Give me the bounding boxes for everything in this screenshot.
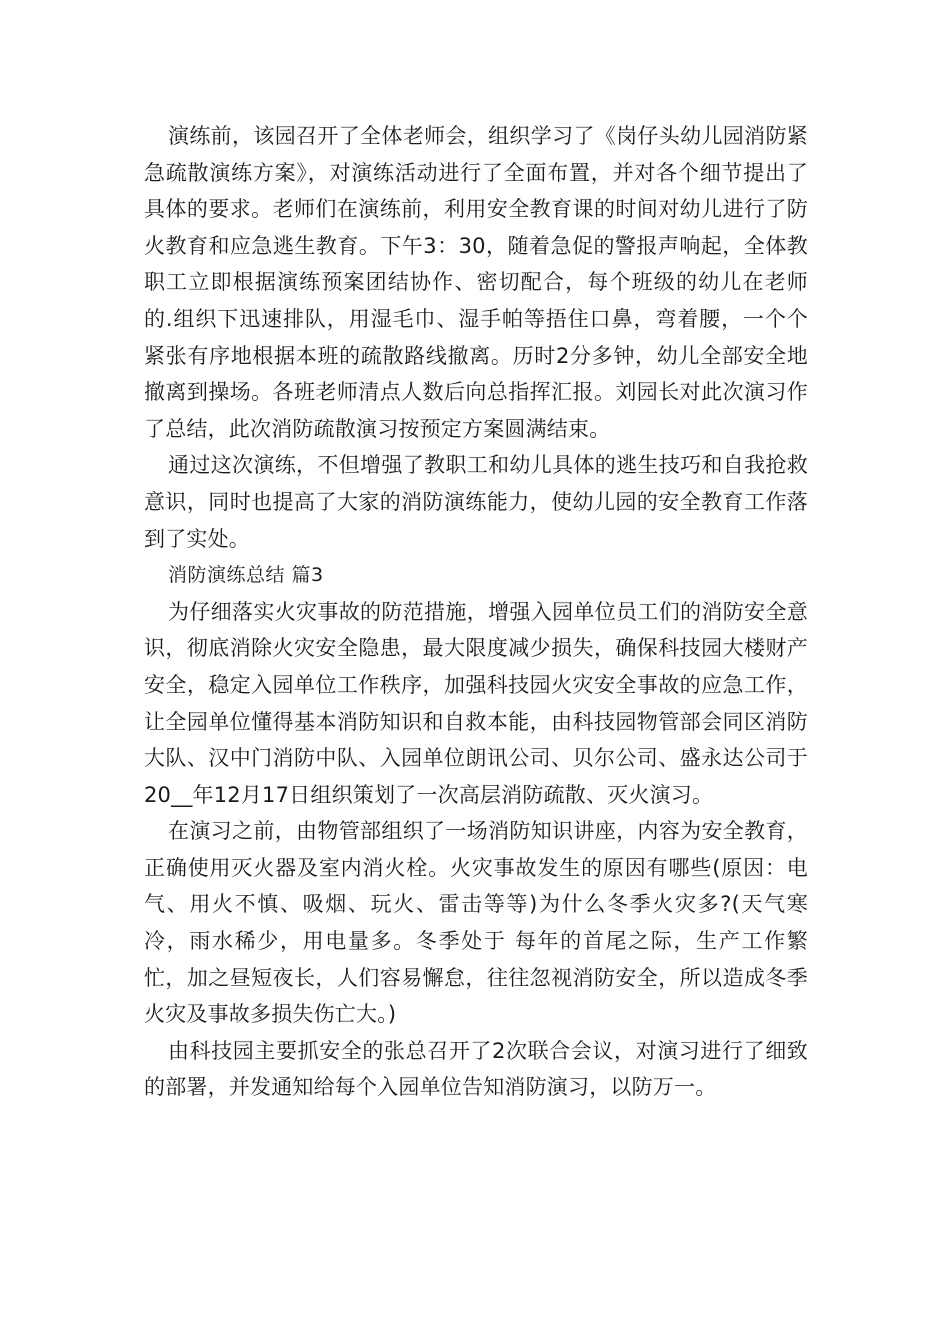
document-body	[144, 118, 808, 1106]
paragraph-drill-preparation: 演练前，该园召开了全体老师会，组织学习了《岗仔头幼儿园消防紧急疏散演练方案》，对演练活动进行了全面布置，并对各个细节提出了具体的要求。老师们在演练前，利用安全教育课的时间对幼儿进行了防火教育和应急逃生教育。下午3：30，随着急促的警报声响起，全体教职工立即根据演练预案团结协作、密切配合，每个班级的幼儿在老师的.组织下迅速排队，用湿毛巾、湿手帕等捂住口鼻，弯着腰，一个个紧张有序地根据本班的疏散路线撤离。历时2分多钟，幼儿全部安全地撤离到操场。各班老师清点人数后向总指挥汇报。刘园长对此次演习作了总结，此次消防疏散演习按预定方案圆满结束。	[144, 124, 808, 441]
paragraph-joint-meeting: 由科技园主要抓安全的张总召开了2次联合会议，对演习进行了细致的部署，并发通知给每个入园单位告知消防演习，以防万一。	[144, 1038, 808, 1100]
paragraph-drill-purpose: 为仔细落实火灾事故的防范措施，增强入园单位员工们的消防安全意识，彻底消除火灾安全隐患，最大限度减少损失，确保科技园大楼财产安全，稳定入园单位工作秩序，加强科技园火灾安全事故的应急工作，让全园单位懂得基本消防知识和自救本能，由科技园物管部会同区消防大队、汉中门消防中队、入园单位朗讯公司、贝尔公司、盛永达公司于20__年12月17日组织策划了一次高层消防疏散、灭火演习。	[144, 599, 808, 807]
paragraph-fire-lecture: 在演习之前，由物管部组织了一场消防知识讲座，内容为安全教育，正确使用灭火器及室内消火栓。火灾事故发生的原因有哪些(原因：电气、用火不慎、吸烟、玩火、雷击等等)为什么冬季火灾多?(天气寒冷，雨水稀少，用电量多。冬季处于 每年的首尾之际，生产工作繁忙，加之昼短夜长，人们容易懈怠，往往忽视消防安全，所以造成冬季火灾及事故多损失伤亡大。)	[144, 819, 808, 1027]
section-heading: 消防演练总结 篇3	[168, 564, 324, 587]
paragraph-drill-result: 通过这次演练，不但增强了教职工和幼儿具体的逃生技巧和自我抢救意识，同时也提高了大家的消防演练能力，使幼儿园的安全教育工作落到了实处。	[144, 453, 808, 551]
